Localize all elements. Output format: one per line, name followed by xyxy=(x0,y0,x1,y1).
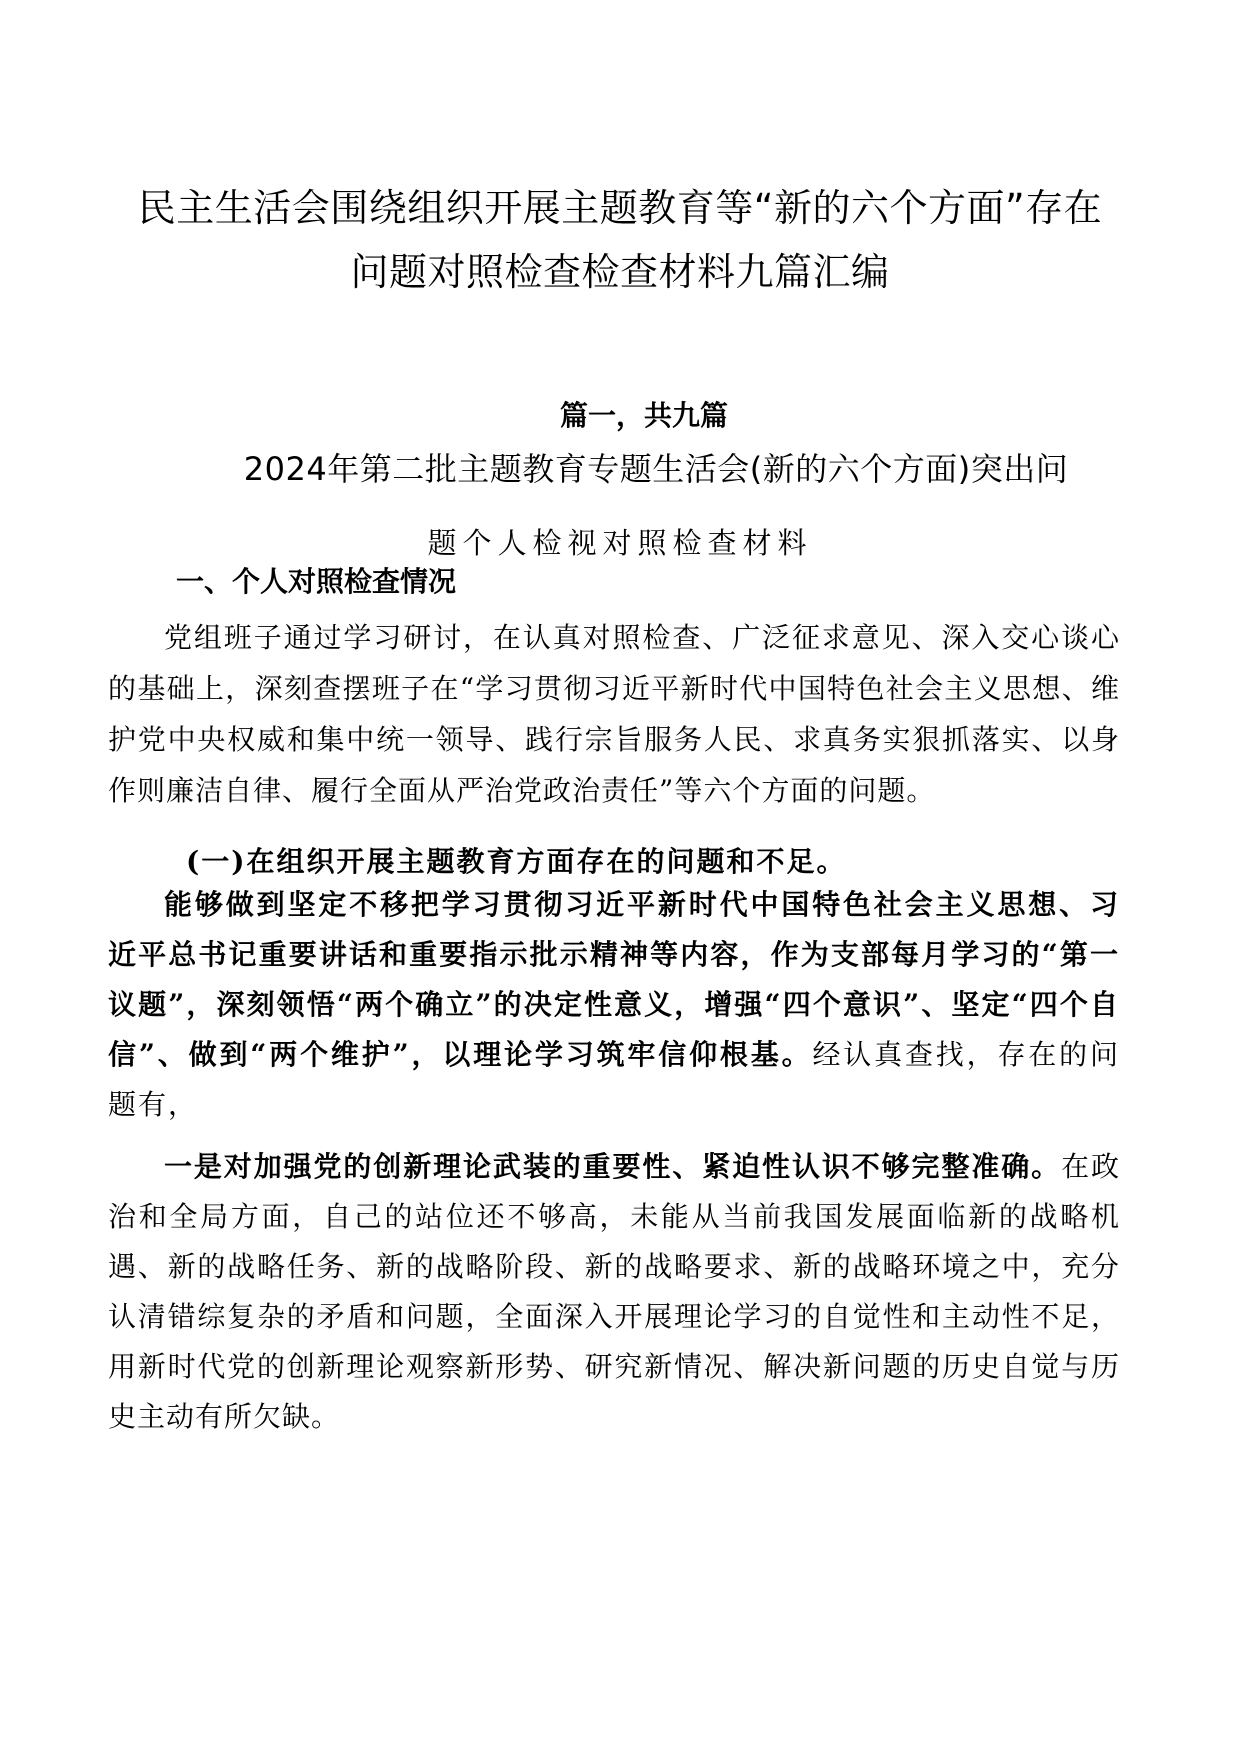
document-title: 民主生活会围绕组织开展主题教育等“新的六个方面”存在问题对照检查检查材料九篇汇编 xyxy=(137,186,1103,294)
paragraph-issue-one xyxy=(108,1142,1120,1442)
heading-theme-education-issues: (一)在组织开展主题教育方面存在的问题和不足。 xyxy=(186,845,847,878)
subtitle-line-1: 2024年第二批主题教育专题生活会(新的六个方面)突出问 xyxy=(243,450,1069,488)
paragraph-intro: 党组班子通过学习研讨，在认真对照检查、广泛征求意见、深入交心谈心的基础上，深刻查摆班子在“学习贯彻习近平新时代中国特色社会主义思想、维护党中央权威和集中统一领导、践行宗旨服务人民、求真务实狠抓落实、以身作则廉洁自律、履行全面从严治党政治责任”等六个方面的问题。 xyxy=(108,621,1120,807)
section-label: 篇一，共九篇 xyxy=(560,399,729,432)
paragraph-theory-study xyxy=(108,880,1120,1130)
paragraph-theory-study-bold: 能够做到坚定不移把学习贯彻习近平新时代中国特色社会主义思想、习近平总书记重要讲话和重要指示批示精神等内容，作为支部每月学习的“第一议题”，深刻领悟“两个确立”的决定性意义，增强“四个意识”、坚定“四个自信”、做到“两个维护”，以理论学习筑牢信仰根基。 xyxy=(108,888,1120,1071)
heading-personal-check: 一、个人对照检查情况 xyxy=(176,565,457,598)
subtitle-line-2: 题个人检视对照检查材料 xyxy=(427,526,813,560)
paragraph-issue-one-bold: 一是对加强党的创新理论武装的重要性、紧迫性认识不够完整准确。 xyxy=(164,1150,1062,1183)
paragraph-theory-study-normal: 经认真查找，存在的问题有， xyxy=(108,1038,1120,1121)
document-subtitle xyxy=(120,432,1120,580)
paragraph-issue-one-normal: 在政治和全局方面，自己的站位还不够高，未能从当前我国发展面临新的战略机遇、新的战略任务、新的战略阶段、新的战略要求、新的战略环境之中，充分认清错综复杂的矛盾和问题，全面深入开展理论学习的自觉性和主动性不足，用新时代党的创新理论观察新形势、研究新情况、解决新问题的历史自觉与历史主动有所欠缺。 xyxy=(108,1150,1120,1433)
